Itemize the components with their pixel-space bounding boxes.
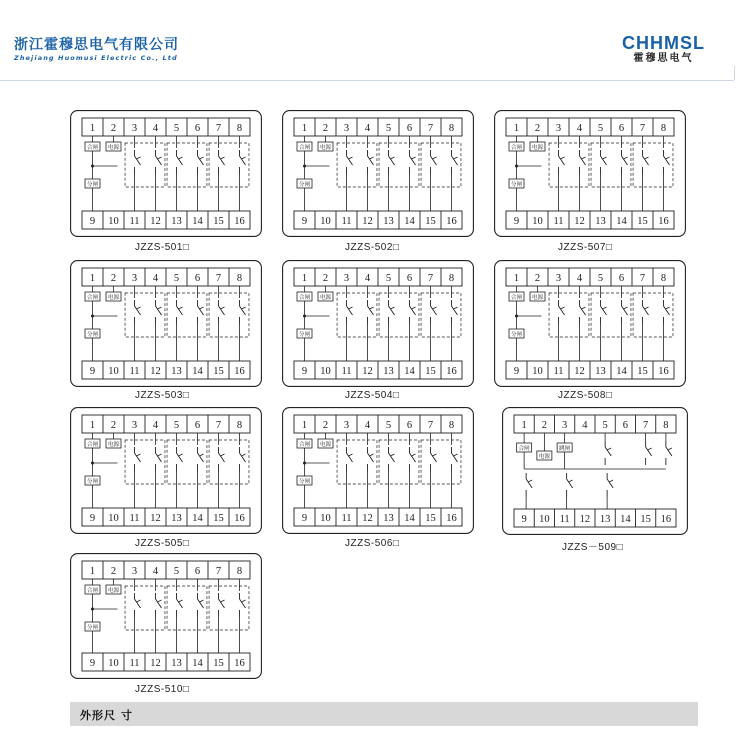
terminal-number: 3 [343,420,350,431]
close-coil-label [297,142,312,151]
terminal-number: 1 [89,420,96,431]
terminal-number: 1 [513,123,520,134]
terminal-number: 14 [192,513,203,524]
terminal-number: 1 [513,273,520,284]
terminal-number: 1 [301,123,308,134]
terminal-number: 16 [446,366,457,377]
coil-label: 合闸 [86,295,99,301]
terminal-number: 12 [150,658,161,669]
terminal-number: 8 [448,273,455,284]
terminal-number: 14 [192,658,203,669]
terminal-number: 10 [108,658,119,669]
terminal-number: 15 [425,366,436,377]
coil-label: 电源 [107,295,120,301]
header-divider [0,80,734,81]
close-coil-label [85,439,100,448]
bottom-terminal-strip [514,509,676,527]
bottom-terminal-strip [82,361,250,379]
top-terminal-strip [514,415,676,433]
terminal-number: 10 [320,216,331,227]
terminal-number: 7 [639,273,646,284]
terminal-number: 13 [171,216,182,227]
terminal-number: 6 [622,420,628,431]
terminal-number: 12 [574,216,585,227]
brand-logo [622,33,705,65]
coil-label: 跳闸 [559,446,571,452]
diagram-model-label: JZZS-501□ [135,242,190,253]
terminal-number: 3 [343,123,350,134]
terminal-number: 16 [660,514,672,525]
terminal-number: 4 [576,123,583,134]
terminal-number: 14 [192,366,203,377]
trip-coil-label [557,443,572,452]
terminal-number: 12 [150,216,161,227]
terminal-number: 14 [404,216,415,227]
terminal-number: 3 [131,420,138,431]
terminal-number: 5 [173,123,180,134]
terminal-number: 1 [89,273,96,284]
terminal-number: 4 [152,566,159,577]
bottom-terminal-strip [294,361,462,379]
terminal-number: 1 [301,273,308,284]
terminal-number: 5 [385,420,392,431]
terminal-number: 11 [341,216,352,227]
terminal-number: 9 [301,216,308,227]
coil-label: 分闸 [298,182,311,188]
terminal-number: 11 [553,366,564,377]
terminal-number: 12 [150,366,161,377]
terminal-number: 5 [173,420,180,431]
top-terminal-strip [82,561,250,579]
power-coil-label [318,292,333,301]
terminal-number: 5 [385,273,392,284]
terminal-number: 2 [110,420,117,431]
section-title: 外形尺 寸 [80,709,133,722]
terminal-number: 16 [446,216,457,227]
terminal-number: 10 [108,513,119,524]
diagram-model-label: JZZS-505□ [135,538,190,549]
coil-label: 电源 [538,454,550,460]
terminal-number: 1 [89,123,96,134]
terminal-number: 16 [658,366,669,377]
terminal-number: 13 [595,216,606,227]
close-coil-label [509,142,524,151]
wiring-diagram [70,553,262,679]
terminal-number: 12 [579,514,591,525]
coil-label: 合闸 [86,588,99,594]
terminal-number: 10 [320,513,331,524]
coil-label: 电源 [107,145,120,151]
terminal-number: 7 [215,420,222,431]
terminal-number: 8 [236,420,243,431]
terminal-number: 5 [385,123,392,134]
terminal-number: 6 [194,273,201,284]
power-coil-label [537,451,552,460]
terminal-number: 14 [404,366,415,377]
terminal-number: 7 [639,123,646,134]
terminal-number: 16 [234,513,245,524]
open-coil-label [85,179,100,188]
terminal-number: 7 [215,566,222,577]
terminal-number: 6 [406,273,413,284]
close-coil-label [85,585,100,594]
bottom-terminal-strip [82,508,250,526]
terminal-number: 2 [110,566,117,577]
wiring-diagram [70,110,262,237]
wiring-diagram [282,407,474,534]
coil-label: 电源 [107,588,120,594]
open-coil-label [85,476,100,485]
terminal-number: 2 [322,273,329,284]
close-coil-label [85,292,100,301]
terminal-number: 4 [152,123,159,134]
coil-label: 合闸 [298,145,311,151]
terminal-number: 9 [89,513,96,524]
terminal-number: 6 [194,566,201,577]
close-coil-label [517,443,532,452]
coil-label: 合闸 [510,145,523,151]
terminal-number: 11 [129,513,140,524]
terminal-number: 1 [301,420,308,431]
terminal-number: 14 [620,514,631,525]
wiring-diagram [282,110,474,237]
terminal-number: 15 [213,366,224,377]
close-coil-label [509,292,524,301]
terminal-number: 14 [616,216,627,227]
open-coil-label [297,179,312,188]
terminal-number: 9 [301,513,308,524]
bottom-terminal-strip [294,211,462,229]
bottom-terminal-strip [506,361,674,379]
diagram-model-label: JZZS-504□ [345,390,400,401]
diagram-model-label: JZZS-507□ [558,242,613,253]
terminal-number: 9 [89,366,96,377]
terminal-number: 11 [341,366,352,377]
terminal-number: 16 [234,216,245,227]
terminal-number: 13 [171,513,182,524]
terminal-number: 2 [322,420,329,431]
terminal-number: 15 [213,216,224,227]
terminal-number: 10 [108,216,119,227]
terminal-number: 9 [89,658,96,669]
bottom-terminal-strip [294,508,462,526]
terminal-number: 13 [383,366,394,377]
header-divider-tick [734,66,735,80]
top-terminal-strip [294,118,462,136]
terminal-number: 6 [618,123,625,134]
terminal-number: 11 [341,513,352,524]
power-coil-label [530,292,545,301]
terminal-number: 8 [448,420,455,431]
terminal-number: 16 [658,216,669,227]
terminal-number: 5 [597,273,604,284]
diagram-model-label: JZZS－509□ [562,542,624,553]
coil-label: 合闸 [86,442,99,448]
terminal-number: 8 [660,273,667,284]
coil-label: 分闸 [86,182,99,188]
terminal-number: 8 [448,123,455,134]
terminal-number: 7 [427,123,434,134]
bottom-terminal-strip [82,211,250,229]
terminal-number: 2 [110,123,117,134]
bottom-terminal-strip [506,211,674,229]
terminal-number: 4 [152,420,159,431]
terminal-number: 13 [171,366,182,377]
terminal-number: 11 [129,658,140,669]
terminal-number: 14 [192,216,203,227]
wiring-diagram [70,407,262,534]
top-terminal-strip [82,415,250,433]
terminal-number: 2 [322,123,329,134]
coil-label: 电源 [319,145,332,151]
terminal-number: 6 [618,273,625,284]
terminal-number: 12 [362,513,373,524]
wiring-diagram [70,260,262,387]
terminal-number: 4 [364,273,371,284]
terminal-number: 10 [320,366,331,377]
wiring-diagram [502,407,688,535]
company-name-en: Zhejiang Huomusi Electric Co., Ltd [14,54,178,62]
power-coil-label [106,585,121,594]
bottom-terminal-strip [82,653,250,671]
terminal-number: 7 [427,273,434,284]
terminal-number: 2 [110,273,117,284]
terminal-number: 16 [446,513,457,524]
top-terminal-strip [294,268,462,286]
power-coil-label [318,439,333,448]
terminal-number: 10 [539,514,550,525]
terminal-number: 5 [602,420,608,431]
company-header [14,37,179,62]
terminal-number: 3 [555,273,562,284]
terminal-number: 12 [574,366,585,377]
terminal-number: 8 [236,123,243,134]
terminal-number: 11 [129,366,140,377]
terminal-number: 15 [213,513,224,524]
terminal-number: 7 [215,123,222,134]
terminal-number: 2 [534,273,541,284]
terminal-number: 8 [236,566,243,577]
terminal-number: 14 [404,513,415,524]
terminal-number: 3 [131,273,138,284]
terminal-number: 13 [383,216,394,227]
coil-label: 电源 [531,295,544,301]
coil-label: 分闸 [510,182,523,188]
terminal-number: 4 [364,123,371,134]
terminal-number: 9 [513,216,520,227]
terminal-number: 13 [383,513,394,524]
terminal-number: 13 [595,366,606,377]
diagram-model-label: JZZS-503□ [135,390,190,401]
terminal-number: 15 [640,514,651,525]
terminal-number: 6 [194,123,201,134]
coil-label: 分闸 [510,332,523,338]
open-coil-label [297,329,312,338]
top-terminal-strip [82,268,250,286]
terminal-number: 7 [643,420,649,431]
terminal-number: 6 [406,123,413,134]
terminal-number: 15 [637,366,648,377]
terminal-number: 15 [213,658,224,669]
terminal-number: 10 [108,366,119,377]
coil-label: 合闸 [298,295,311,301]
diagram-model-label: JZZS-506□ [345,538,400,549]
terminal-number: 16 [234,366,245,377]
terminal-number: 11 [129,216,140,227]
terminal-number: 10 [532,366,543,377]
open-coil-label [297,476,312,485]
terminal-number: 11 [559,514,570,525]
close-coil-label [85,142,100,151]
diagram-model-label: JZZS-510□ [135,684,190,695]
terminal-number: 2 [541,420,547,431]
terminal-number: 8 [660,123,667,134]
coil-label: 电源 [107,442,120,448]
terminal-number: 7 [215,273,222,284]
coil-label: 电源 [531,145,544,151]
coil-label: 合闸 [86,145,99,151]
top-terminal-strip [82,118,250,136]
terminal-number: 1 [521,420,527,431]
terminal-number: 15 [637,216,648,227]
terminal-number: 13 [599,514,611,525]
coil-label: 合闸 [518,446,530,452]
power-coil-label [106,439,121,448]
diagram-model-label: JZZS-508□ [558,390,613,401]
terminal-number: 9 [301,366,308,377]
terminal-number: 6 [406,420,413,431]
open-coil-label [509,179,524,188]
terminal-number: 3 [343,273,350,284]
coil-label: 合闸 [510,295,523,301]
terminal-number: 8 [663,420,669,431]
brand-name-cn: 霍穆思电气 [633,53,694,64]
terminal-number: 3 [131,123,138,134]
terminal-number: 5 [173,566,180,577]
coil-label: 分闸 [298,479,311,485]
close-coil-label [297,292,312,301]
section-bar [70,702,698,726]
wiring-diagram [494,110,686,237]
terminal-number: 14 [616,366,627,377]
terminal-number: 1 [89,566,96,577]
coil-label: 分闸 [86,479,99,485]
terminal-number: 4 [582,420,588,431]
terminal-number: 12 [362,216,373,227]
terminal-number: 6 [194,420,201,431]
coil-label: 合闸 [298,442,311,448]
terminal-number: 9 [89,216,96,227]
terminal-number: 9 [521,514,527,525]
open-coil-label [85,622,100,631]
terminal-number: 2 [534,123,541,134]
terminal-number: 3 [131,566,138,577]
wiring-diagram [282,260,474,387]
coil-label: 分闸 [298,332,311,338]
coil-label: 电源 [319,442,332,448]
terminal-number: 7 [427,420,434,431]
diagram-model-label: JZZS-502□ [345,242,400,253]
coil-label: 分闸 [86,625,99,631]
wiring-diagram [494,260,686,387]
top-terminal-strip [294,415,462,433]
close-coil-label [297,439,312,448]
terminal-number: 5 [597,123,604,134]
terminal-number: 10 [532,216,543,227]
power-coil-label [318,142,333,151]
company-name-cn: 浙江霍穆思电气有限公司 [14,37,179,53]
terminal-number: 8 [236,273,243,284]
open-coil-label [85,329,100,338]
terminal-number: 4 [364,420,371,431]
top-terminal-strip [506,118,674,136]
terminal-number: 16 [234,658,245,669]
terminal-number: 13 [171,658,182,669]
terminal-number: 4 [152,273,159,284]
terminal-number: 11 [553,216,564,227]
power-coil-label [530,142,545,151]
open-coil-label [509,329,524,338]
power-coil-label [106,142,121,151]
top-terminal-strip [506,268,674,286]
coil-label: 电源 [319,295,332,301]
terminal-number: 3 [562,420,568,431]
terminal-number: 12 [362,366,373,377]
coil-label: 分闸 [86,332,99,338]
terminal-number: 15 [425,513,436,524]
terminal-number: 12 [150,513,161,524]
terminal-number: 5 [173,273,180,284]
terminal-number: 15 [425,216,436,227]
brand-logo-text: CHHMSL [622,33,705,53]
terminal-number: 3 [555,123,562,134]
terminal-number: 9 [513,366,520,377]
power-coil-label [106,292,121,301]
terminal-number: 4 [576,273,583,284]
